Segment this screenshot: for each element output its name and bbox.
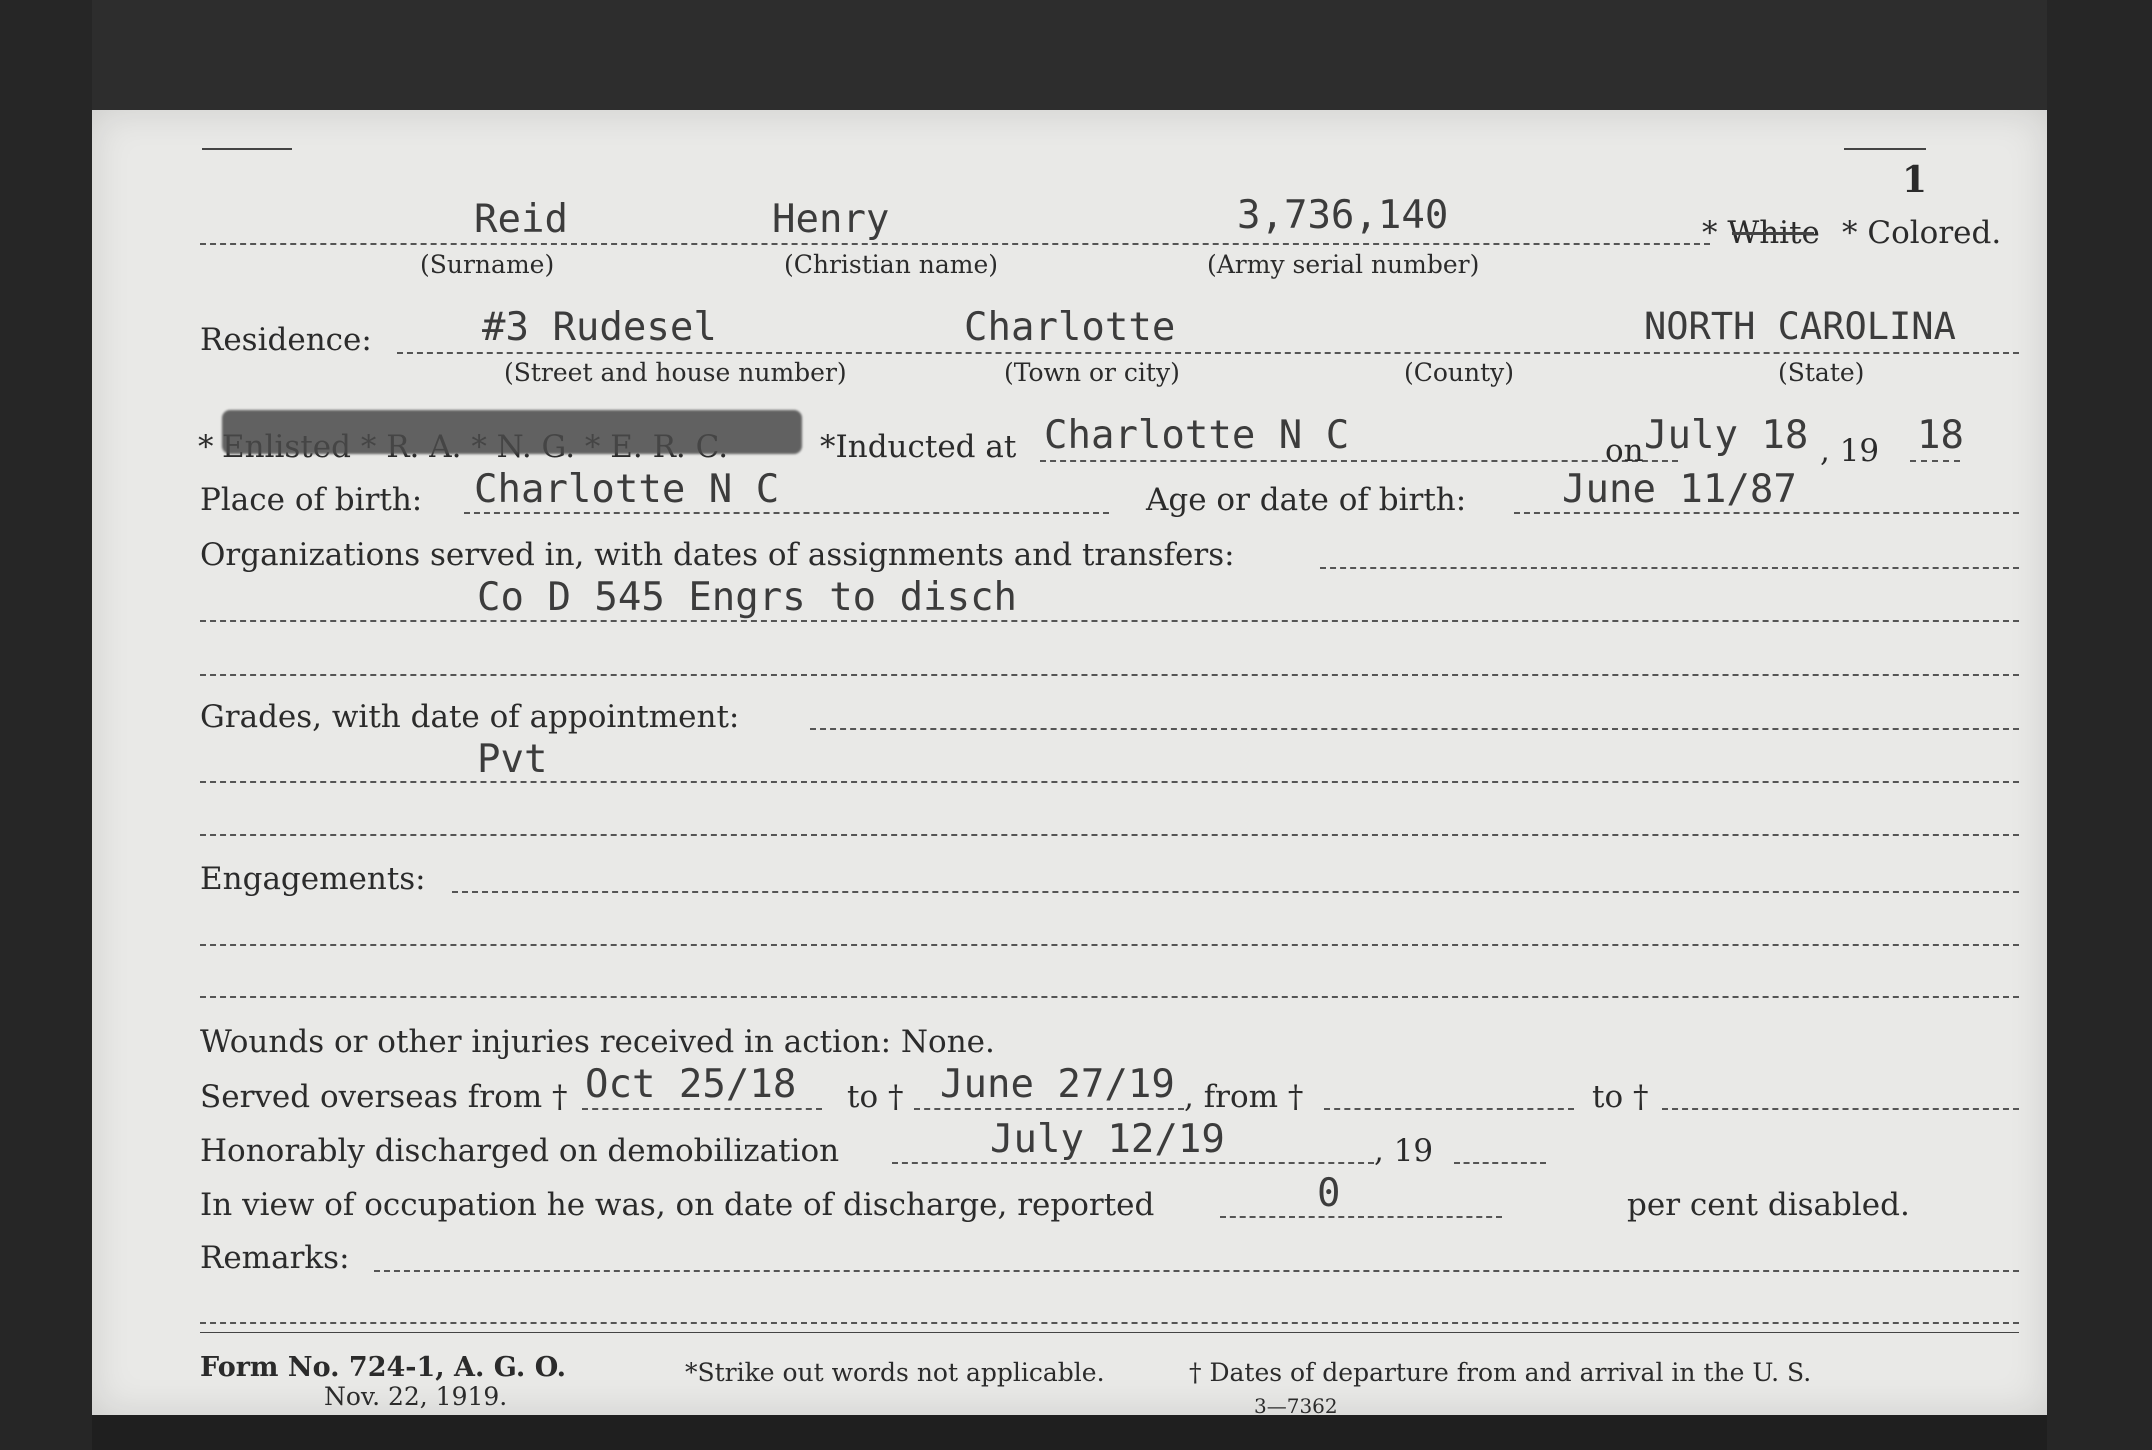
engagements-line-1 xyxy=(452,891,2019,893)
disability-value: 0 xyxy=(1317,1171,1341,1216)
discharge-date-value: July 12/19 xyxy=(990,1117,1225,1162)
age-line xyxy=(1514,512,2019,514)
second-from-label: , from † xyxy=(1184,1079,1304,1115)
scanner-background-right xyxy=(2047,0,2152,1450)
grades-line-1 xyxy=(810,728,2019,730)
state-value: NORTH CAROLINA xyxy=(1644,305,1956,348)
birth-place-line xyxy=(464,512,1109,514)
overseas-to-value: June 27/19 xyxy=(940,1062,1175,1107)
street-caption: (Street and house number) xyxy=(504,358,847,387)
inducted-year-value: 18 xyxy=(1917,413,1964,458)
inducted-line xyxy=(1040,460,1678,462)
grades-line-2 xyxy=(200,781,2019,783)
serial-number-value: 3,736,140 xyxy=(1237,193,1449,238)
scanner-background-top xyxy=(0,0,2152,110)
age-label: Age or date of birth: xyxy=(1146,482,1467,518)
top-right-rule xyxy=(1844,148,1926,150)
wounds-label: Wounds or other injuries received in action: None. xyxy=(200,1024,995,1060)
year-line-inducted xyxy=(1910,460,1960,462)
inducted-date-value: July 18 xyxy=(1644,413,1809,458)
second-to-label: to † xyxy=(1592,1079,1649,1115)
second-from-line xyxy=(1324,1108,1574,1110)
residence-label: Residence: xyxy=(200,322,372,358)
birth-place-label: Place of birth: xyxy=(200,482,423,518)
second-to-line xyxy=(1662,1108,2019,1110)
remarks-label: Remarks: xyxy=(200,1240,350,1276)
footnote-strike-out: *Strike out words not applicable. xyxy=(685,1358,1105,1387)
county-caption: (County) xyxy=(1404,358,1515,387)
surname-caption: (Surname) xyxy=(420,250,555,279)
scanner-background-left xyxy=(0,0,92,1450)
discharge-year-line xyxy=(1454,1162,1546,1164)
top-left-rule xyxy=(202,148,292,150)
birth-place-value: Charlotte N C xyxy=(474,467,780,512)
birth-date-value: June 11/87 xyxy=(1562,467,1797,512)
state-caption: (State) xyxy=(1778,358,1865,387)
enlisted-star: * xyxy=(198,429,214,465)
form-number: Form No. 724-1, A. G. O. xyxy=(200,1352,567,1383)
town-value: Charlotte xyxy=(964,305,1176,350)
grades-label: Grades, with date of appointment: xyxy=(200,699,740,735)
engagements-line-3 xyxy=(200,996,2019,998)
race-white: * White xyxy=(1702,215,1820,251)
enlisted-redaction xyxy=(222,410,802,454)
card-number: 1 xyxy=(1902,159,1928,201)
disability-label: In view of occupation he was, on date of discharge, reported xyxy=(200,1187,1155,1223)
remarks-line-2 xyxy=(200,1322,2019,1324)
overseas-to-line xyxy=(914,1108,1184,1110)
organizations-line-2 xyxy=(200,620,2019,622)
organizations-line-1 xyxy=(1320,567,2019,569)
service-record-card xyxy=(92,110,2047,1418)
organizations-value: Co D 545 Engrs to disch xyxy=(477,575,1018,620)
discharge-label: Honorably discharged on demobilization xyxy=(200,1133,840,1169)
town-caption: (Town or city) xyxy=(1004,358,1180,387)
street-value: #3 Rudesel xyxy=(482,305,717,350)
white-strikethrough xyxy=(1732,232,1814,235)
grades-line-3 xyxy=(200,834,2019,836)
form-date: Nov. 22, 1919. xyxy=(324,1382,508,1411)
overseas-from-value: Oct 25/18 xyxy=(585,1062,797,1107)
race-colored: * Colored. xyxy=(1842,215,2002,251)
serial-caption: (Army serial number) xyxy=(1207,250,1480,279)
overseas-from-line xyxy=(582,1108,822,1110)
grades-value: Pvt xyxy=(477,737,548,782)
residence-line xyxy=(397,352,2019,354)
inducted-label: *Inducted at xyxy=(820,429,1017,465)
engagements-line-2 xyxy=(200,944,2019,946)
overseas-to-label: to † xyxy=(847,1079,904,1115)
print-code: 3—7362 xyxy=(1254,1394,1338,1418)
remarks-line-1 xyxy=(374,1270,2019,1272)
name-line xyxy=(200,243,1710,245)
inducted-place-value: Charlotte N C xyxy=(1044,413,1350,458)
christian-name-caption: (Christian name) xyxy=(784,250,999,279)
surname-value: Reid xyxy=(474,197,568,242)
disability-line xyxy=(1220,1216,1502,1218)
engagements-label: Engagements: xyxy=(200,861,426,897)
year-prefix-inducted: , 19 xyxy=(1820,433,1880,469)
organizations-label: Organizations served in, with dates of assignments and transfers: xyxy=(200,537,1235,573)
discharge-line xyxy=(892,1162,1374,1164)
disability-suffix: per cent disabled. xyxy=(1627,1187,1910,1223)
organizations-line-3 xyxy=(200,674,2019,676)
footer-rule xyxy=(200,1332,2019,1333)
christian-name-value: Henry xyxy=(772,197,890,242)
footnote-dates: † Dates of departure from and arrival in the U. S. xyxy=(1189,1358,1812,1387)
overseas-label: Served overseas from † xyxy=(200,1079,568,1115)
on-label: on xyxy=(1605,433,1644,469)
discharge-year-prefix: , 19 xyxy=(1374,1133,1434,1169)
